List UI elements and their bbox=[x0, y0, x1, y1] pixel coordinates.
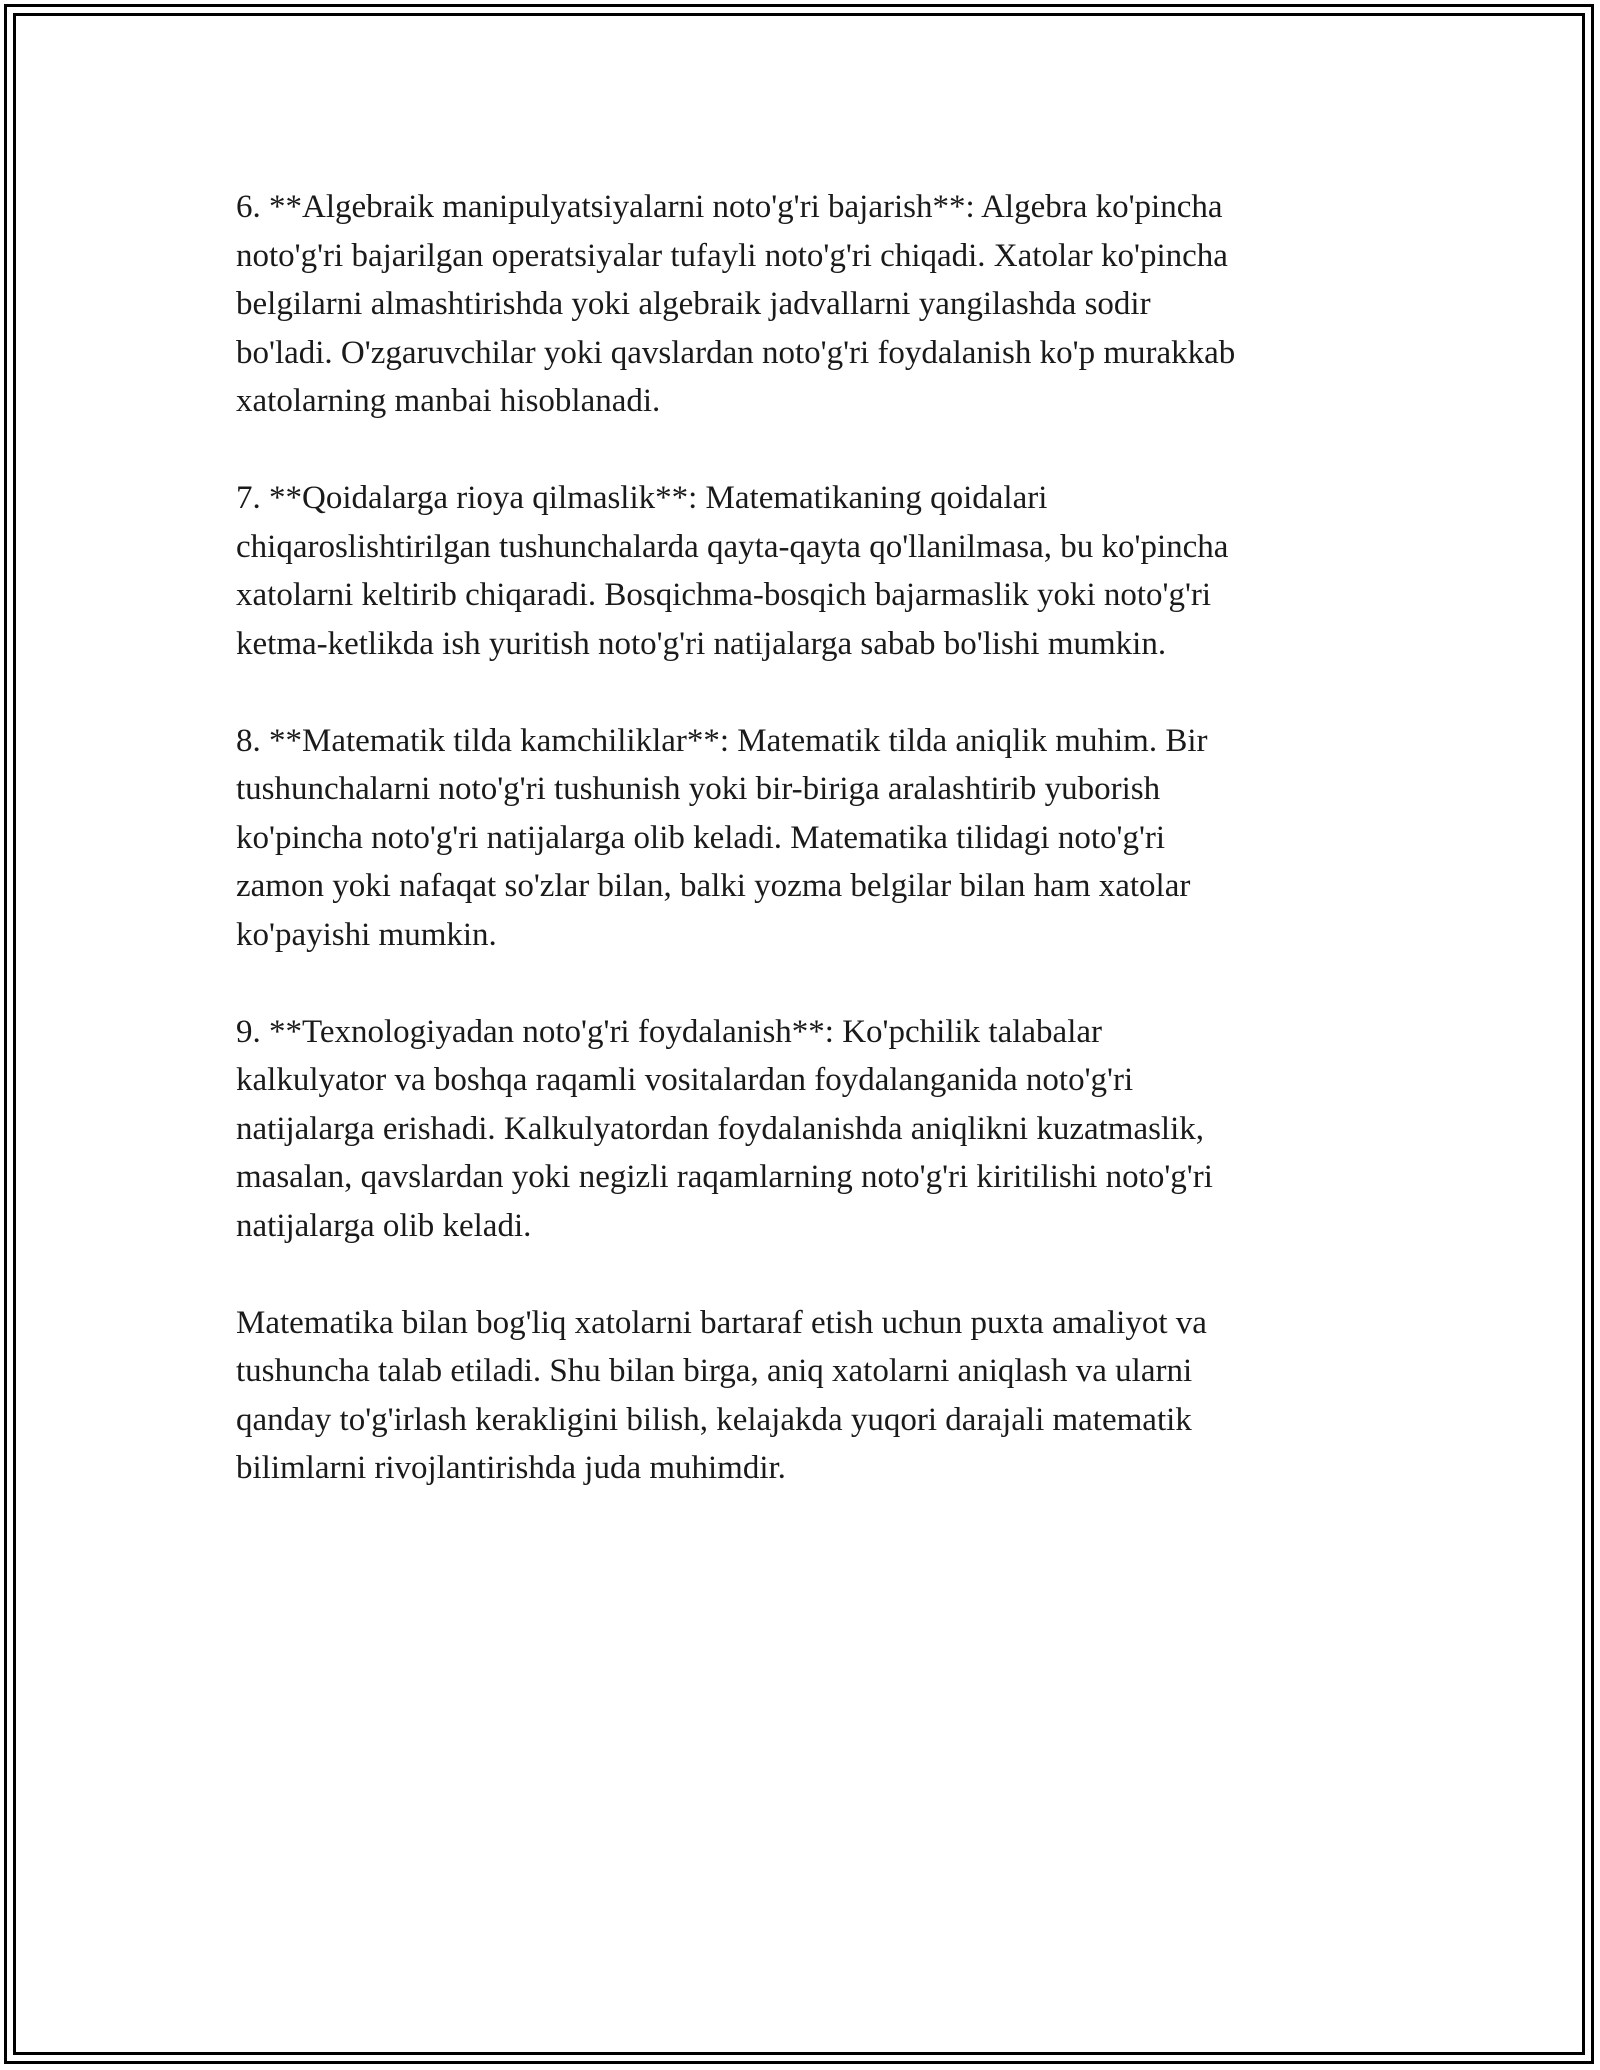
paragraph-conclusion: Matematika bilan bog'liq xatolarni bartaraf etish uchun puxta amaliyot va tushuncha talab etiladi. Shu bilan birga, aniq xatolarni aniqlash va ularni qanday to'g'irlash kerakligini bilish, kelajakda yuqori darajali matematik bilimlarni rivojlantirishda juda muhimdir. bbox=[236, 1304, 1207, 1486]
document-body bbox=[236, 183, 1366, 1541]
paragraph-technology-misuse: 9. **Texnologiyadan noto'g'ri foydalanish**: Ko'pchilik talabalar kalkulyator va boshqa raqamli vositalardan foydalanganida noto'g'ri natijalarga erishadi. Kalkulyatordan foydalanishda aniqlikni kuzatmaslik, masalan, qavslardan yoki negizli raqamlarning noto'g'ri kiritilishi noto'g'ri natijalarga olib keladi. bbox=[236, 1013, 1213, 1244]
paragraph-rule-compliance: 7. **Qoidalarga rioya qilmaslik**: Matematikaning qoidalari chiqaroslishtirilgan tushunchalarda qayta-qayta qo'llanilmasa, bu ko'pincha xatolarni keltirib chiqaradi. Bosqichma-bosqich bajarmaslik yoki noto'g'ri ketma-ketlikda ish yuritish noto'g'ri natijalarga sabab bo'lishi mumkin. bbox=[236, 480, 1229, 662]
paragraph-mathematical-language: 8. **Matematik tilda kamchiliklar**: Matematik tilda aniqlik muhim. Bir tushunchalarni noto'g'ri tushunish yoki bir-biriga aralashtirib yuborish ko'pincha noto'g'ri natijalarga olib keladi. Matematika tilidagi noto'g'ri zamon yoki nafaqat so'zlar bilan, balki yozma belgilar bilan ham xatolar ko'payishi mumkin. bbox=[236, 722, 1208, 953]
paragraph-algebraic-manipulations: 6. **Algebraik manipulyatsiyalarni noto'g'ri bajarish**: Algebra ko'pincha noto'g'ri bajarilgan operatsiyalar tufayli noto'g'ri chiqadi. Xatolar ko'pincha belgilarni almashtirishda yoki algebraik jadvallarni yangilashda sodir bo'ladi. O'zgaruvchilar yoki qavslardan noto'g'ri foydalanish ko'p murakkab xatolarning manbai hisoblanadi. bbox=[236, 189, 1236, 419]
